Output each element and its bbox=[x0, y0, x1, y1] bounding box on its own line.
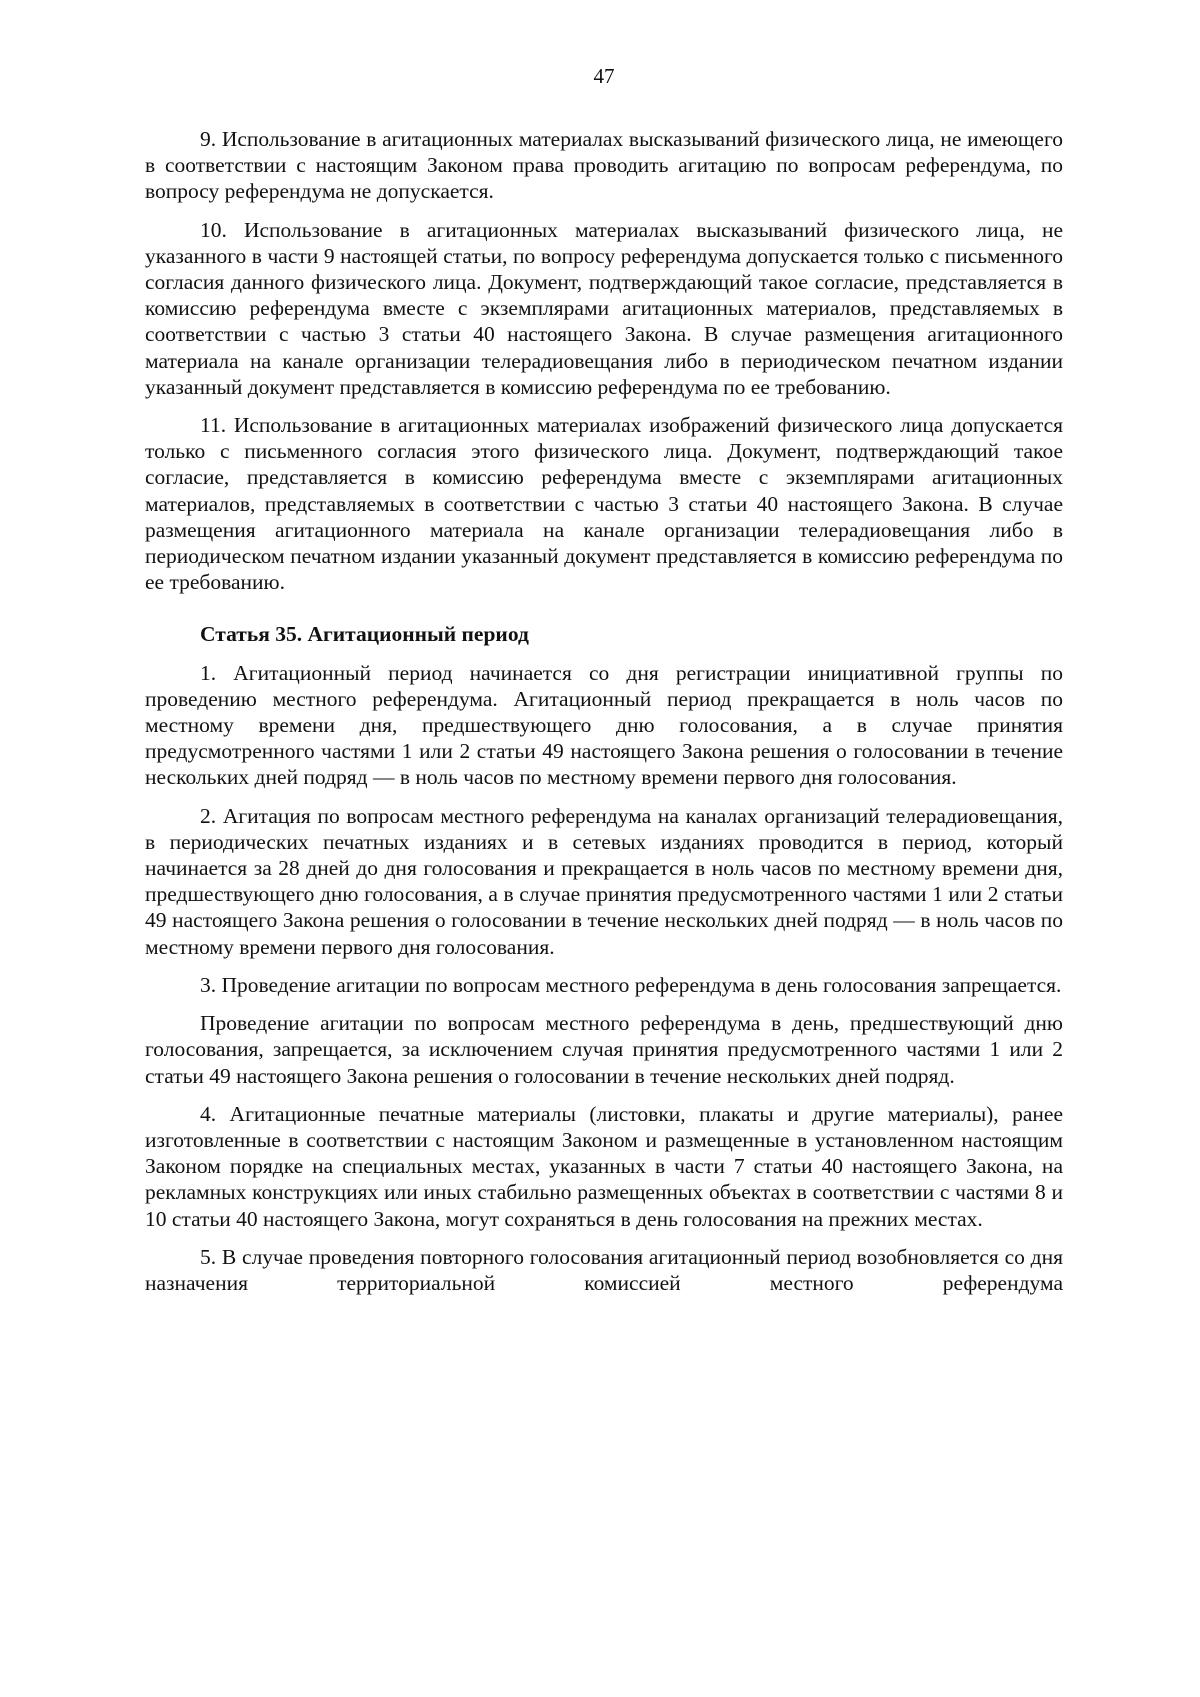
article-35-paragraph-5: 5. В случае проведения повторного голосования агитационный период возобновляется со дня назначения территориальной комиссией местного референдума bbox=[145, 1244, 1063, 1295]
paragraph-10: 10. Использование в агитационных материалах высказываний физического лица, не указанного в части 9 настоящей статьи, по вопросу референдума допускается только с письменного согласия данного физического лица. Документ, подтверждающий такое согласие, представляется в комиссию референдума вместе с экземплярами агитационных материалов, представляемых в соответствии с частью 3 статьи 40 настоящего Закона. В случае размещения агитационного материала на канале организации телерадиовещания либо в периодическом печатном издании указанный документ представляется в комиссию референдума по ее требованию. bbox=[145, 217, 1063, 399]
page-number: 47 bbox=[593, 64, 615, 88]
article-35-paragraph-3-continued: Проведение агитации по вопросам местного референдума в день, предшествующий дню голосования, запрещается, за исключением случая принятия предусмотренного частями 1 или 2 статьи 49 настоящего Закона решения о голосовании в течение нескольких дней подряд. bbox=[145, 1011, 1063, 1088]
document-page bbox=[145, 62, 1063, 1308]
article-35-paragraph-4: 4. Агитационные печатные материалы (листовки, плакаты и другие материалы), ранее изготовленные в соответствии с настоящим Законом и размещенные в установленном настоящим Законом порядке на специальных местах, указанных в части 7 статьи 40 настоящего Закона, на рекламных конструкциях или иных стабильно размещенных объектах в соответствии с частями 8 и 10 статьи 40 настоящего Закона, могут сохраняться в день голосования на прежних местах. bbox=[145, 1101, 1063, 1231]
article-35-paragraph-3: 3. Проведение агитации по вопросам местного референдума в день голосования запрещается. bbox=[200, 972, 1062, 997]
paragraph-11: 11. Использование в агитационных материалах изображений физического лица допускается только с письменного согласия этого физического лица. Документ, подтверждающий такое согласие, представляется в комиссию референдума вместе с экземплярами агитационных материалов, представляемых в соответствии с частью 3 статьи 40 настоящего Закона. В случае размещения агитационного материала на канале организации телерадиовещания либо в периодическом печатном издании указанный документ представляется в комиссию референдума по ее требованию. bbox=[145, 413, 1063, 595]
article-35-paragraph-1: 1. Агитационный период начинается со дня регистрации инициативной группы по проведению местного референдума. Агитационный период прекращается в ноль часов по местному времени дня, предшествующего дню голосования, а в случае принятия предусмотренного частями 1 или 2 статьи 49 настоящего Закона решения о голосовании в течение нескольких дней подряд — в ноль часов по местному времени первого дня голосования. bbox=[145, 660, 1063, 790]
article-35-paragraph-2: 2. Агитация по вопросам местного референдума на каналах организаций телерадиовещания, в периодических печатных изданиях и в сетевых изданиях проводится в период, который начинается за 28 дней до дня голосования и прекращается в ноль часов по местному времени дня, предшествующего дню голосования, а в случае принятия предусмотренного частями 1 или 2 статьи 49 настоящего Закона решения о голосовании в течение нескольких дней подряд — в ноль часов по местному времени первого дня голосования. bbox=[145, 803, 1063, 959]
paragraph-9: 9. Использование в агитационных материалах высказываний физического лица, не имеющего в соответствии с настоящим Законом права проводить агитацию по вопросам референдума, по вопросу референдума не допускается. bbox=[145, 127, 1063, 204]
article-heading: Статья 35. Агитационный период bbox=[200, 622, 529, 647]
